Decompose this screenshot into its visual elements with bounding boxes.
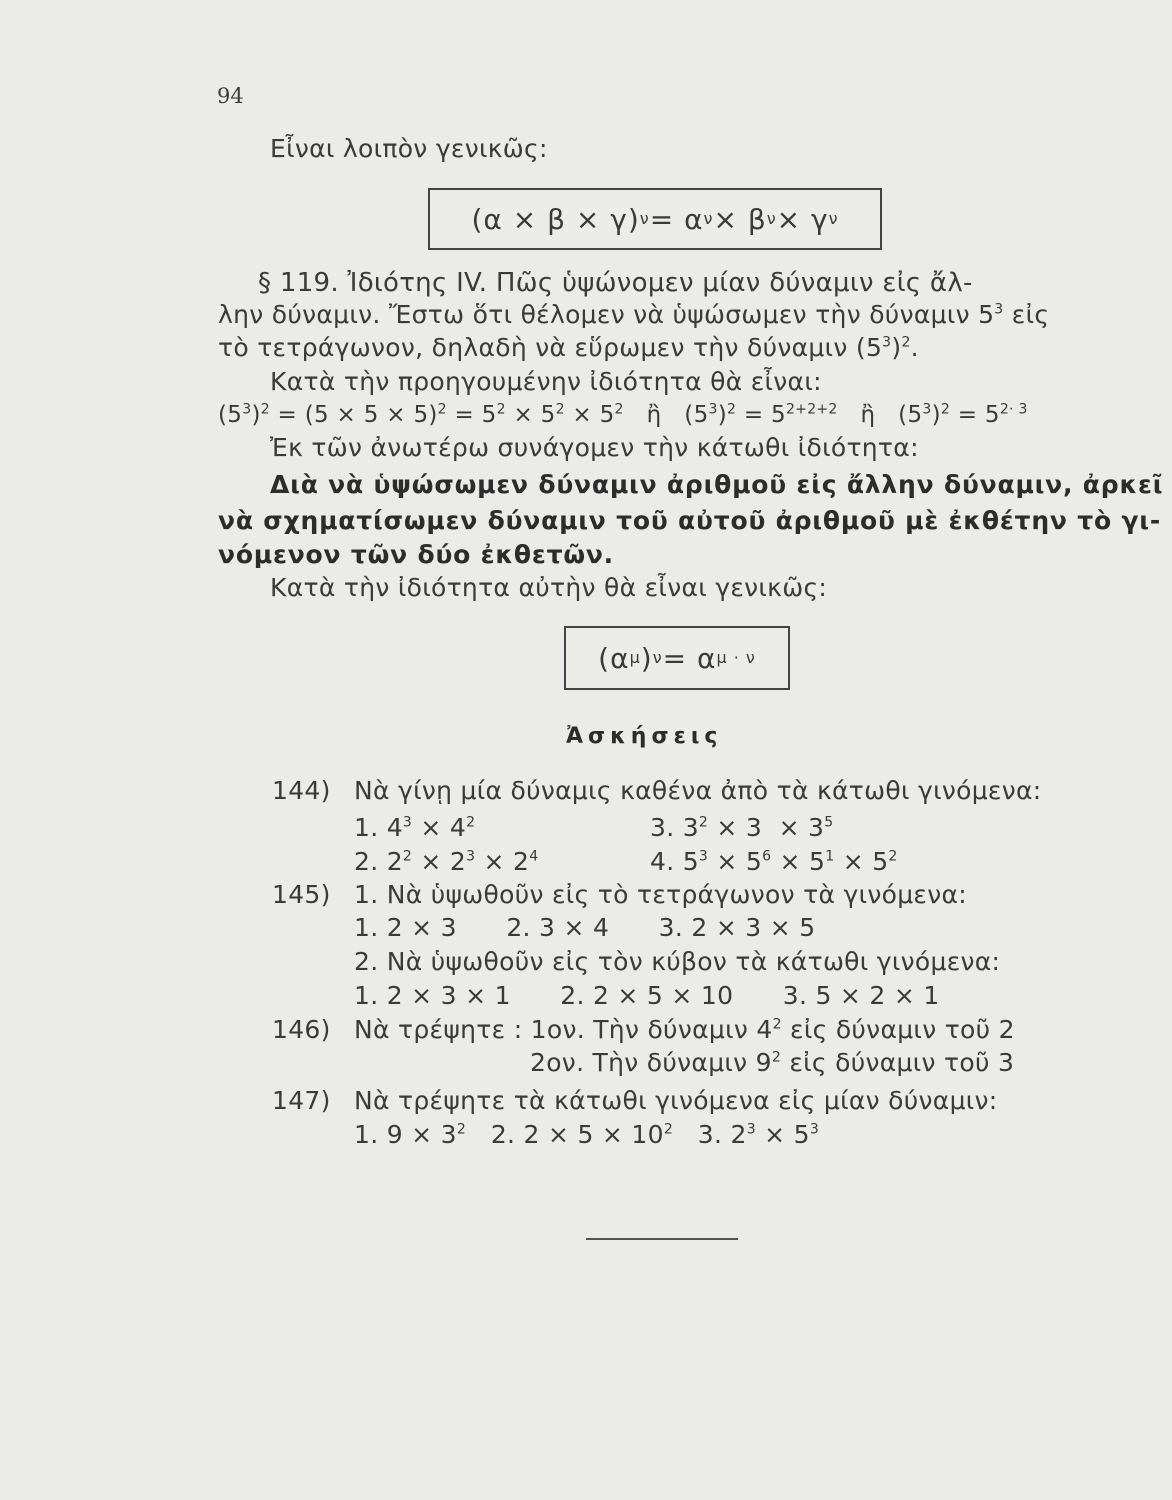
end-rule-divider xyxy=(586,1238,738,1240)
exercise-144-item-1: 1. $4^3 \times 4^2$ xyxy=(354,813,476,842)
formula2-base: (α xyxy=(598,641,630,675)
formula1-eq: = α xyxy=(649,202,704,236)
formula1-times-g: × γ xyxy=(776,202,829,236)
page-number: 94 xyxy=(217,84,244,108)
formula1-times-b: × β xyxy=(713,202,767,236)
section-heading: § 119. Ἰδιότης IV. Πῶς ὑψώνομεν μίαν δύναμιν εἰς ἄλ- xyxy=(258,268,973,298)
exercise-145-text: 1. Νὰ ὑψωθοῦν εἰς τὸ τετράγωνον τὰ γινόμενα: xyxy=(354,880,968,909)
section-line-6: Ἐκ τῶν ἀνωτέρω συνάγομεν τὴν κάτωθι ἰδιότητα: xyxy=(270,433,919,462)
formula-box-power-of-power: (α μ ) ν = α μ · ν xyxy=(564,626,790,690)
exercise-144-number: 144) xyxy=(272,776,331,805)
rule-line-2: νὰ σχηματίσωμεν δύναμιν τοῦ αὐτοῦ ἀριθμοῦ μὲ ἐκθέτην τὸ γι- xyxy=(218,506,1162,535)
intro-text: Εἶναι λοιπὸν γενικῶς: xyxy=(270,134,548,163)
exercise-147-row: 1. $9 \times 3^2$ 2. $2 \times 5 \times 10^2$ 3. $2^3 \times 5^3$ xyxy=(354,1120,820,1149)
section-line-2: λην δύναμιν. Ἔστω ὅτι θέλομεν νὰ ὑψώσωμεν τὴν δύναμιν $5^3$ εἰς xyxy=(218,300,1050,329)
exercise-147-number: 147) xyxy=(272,1086,331,1115)
section-line-4: Κατὰ τὴν προηγουμένην ἰδιότητα θὰ εἶναι: xyxy=(270,367,822,396)
exercises-title: Ἀσκήσεις xyxy=(566,724,723,749)
exercise-146-line-1: Νὰ τρέψητε : 1ον. Τὴν δύναμιν $4^2$ εἰς δύναμιν τοῦ 2 xyxy=(354,1015,1015,1044)
section-line-7: Κατὰ τὴν ἰδιότητα αὐτὴν θὰ εἶναι γενικῶς: xyxy=(270,573,828,602)
exercise-146-line-2: 2ον. Τὴν δύναμιν $9^2$ εἰς δύναμιν τοῦ 3 xyxy=(530,1048,1015,1077)
exercise-144-item-2: 2. $2^2 \times 2^3 \times 2^4$ xyxy=(354,847,539,876)
rule-line-3: νόμενον τῶν δύο ἐκθετῶν. xyxy=(218,540,614,569)
formula2-eq: = α xyxy=(662,641,717,675)
formula2-close: ) xyxy=(640,641,653,675)
exercise-144-item-3: 3. $3^2 \times 3 \times 3^5$ xyxy=(650,813,834,842)
formula1-base: (α × β × γ) xyxy=(471,202,640,236)
formula-box-power-of-product: (α × β × γ) ν = α ν × β ν × γ ν xyxy=(428,188,882,250)
exercise-147-text: Νὰ τρέψητε τὰ κάτωθι γινόμενα εἰς μίαν δύναμιν: xyxy=(354,1086,998,1115)
rule-line-1: Διὰ νὰ ὑψώσωμεν δύναμιν ἀριθμοῦ εἰς ἄλλην δύναμιν, ἀρκεῖ xyxy=(270,470,1164,499)
exercise-146-number: 146) xyxy=(272,1015,331,1044)
section-equation-line: $(5^3)^2 = (5 \times 5 \times 5)^2 = 5^2 \times 5^2 \times 5^2$ ἢ $(5^3)^2 = 5^{2+2+2}$ ἢ $(5^3)^2 = 5^{2\cdot 3}$ xyxy=(218,401,1028,428)
exercise-144-text: Νὰ γίνῃ μία δύναμις καθένα ἀπὸ τὰ κάτωθι γινόμενα: xyxy=(354,776,1042,805)
exercise-145-number: 145) xyxy=(272,880,331,909)
exercise-145-row-1: 1. 2 × 3 2. 3 × 4 3. 2 × 3 × 5 xyxy=(354,913,816,942)
exercise-145-row-2: 1. 2 × 3 × 1 2. 2 × 5 × 10 3. 5 × 2 × 1 xyxy=(354,981,940,1010)
exercise-145-text-2: 2. Νὰ ὑψωθοῦν εἰς τὸν κύβον τὰ κάτωθι γινόμενα: xyxy=(354,947,1001,976)
section-line-3: τὸ τετράγωνον, δηλαδὴ νὰ εὕρωμεν τὴν δύναμιν $(5^3)^2$. xyxy=(218,333,919,362)
exercise-144-item-4: 4. $5^3 \times 5^6 \times 5^1 \times 5^2$ xyxy=(650,847,898,876)
